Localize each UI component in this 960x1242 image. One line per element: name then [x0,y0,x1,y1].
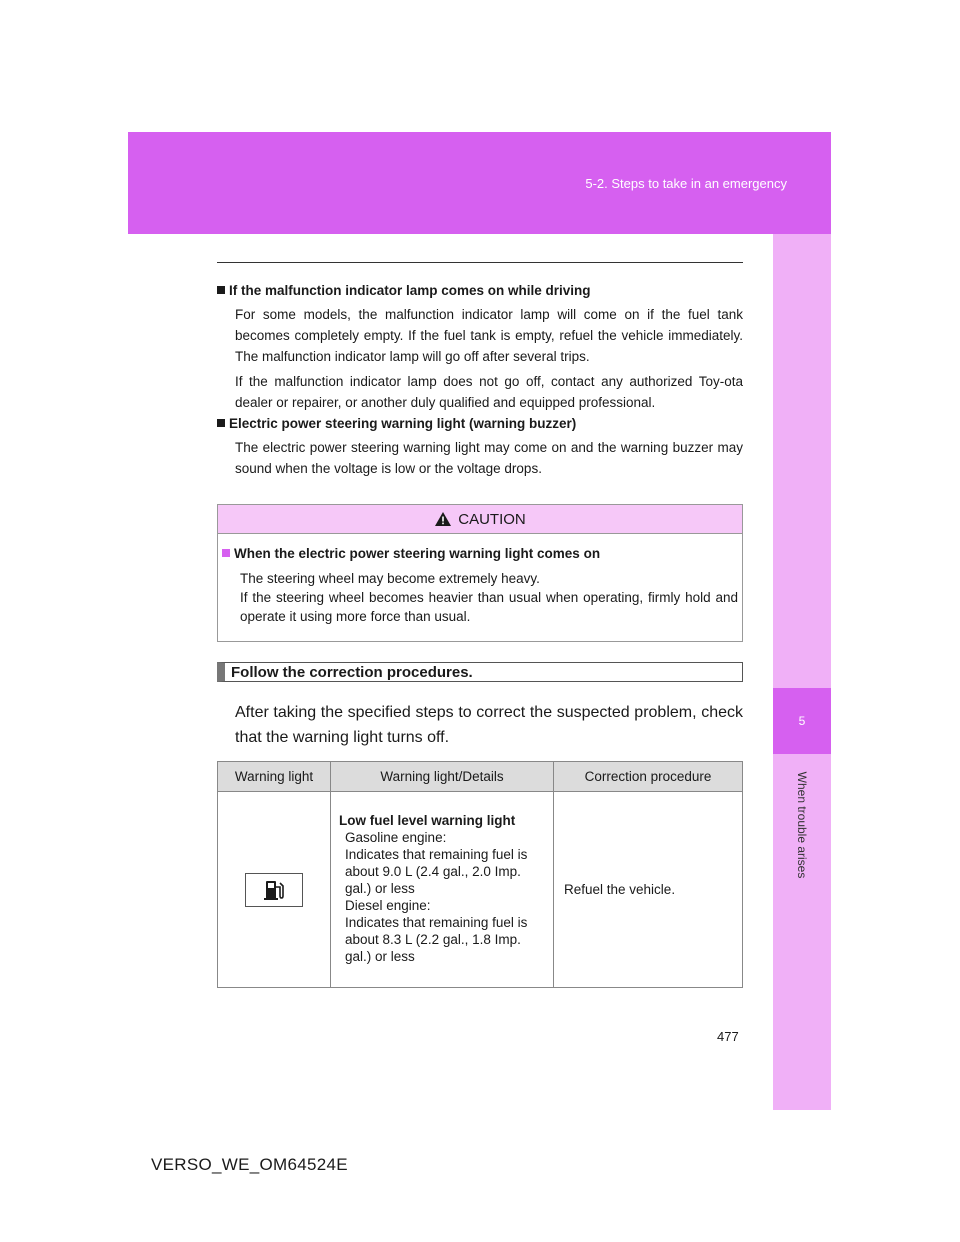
warning-triangle-icon [434,511,452,527]
note-heading: If the malfunction indicator lamp comes on while driving [217,281,743,300]
column-header: Warning light [218,762,331,792]
column-header: Correction procedure [554,762,743,792]
details-cell [331,792,554,988]
chapter-label [775,760,829,890]
table-row [218,792,743,988]
section-breadcrumb: 5-2. Steps to take in an emergency [585,176,787,191]
table-header-row [218,762,743,792]
gasoline-text: Indicates that remaining fuel is about 9.0 L (2.4 gal., 2.0 Imp. gal.) or less [345,847,528,896]
diesel-text: Indicates that remaining fuel is about 8.3 L (2.2 gal., 1.8 Imp. gal.) or less [345,915,528,964]
top-divider [217,262,743,263]
square-bullet-icon [217,419,225,427]
section-title: Follow the correction procedures. [217,662,743,682]
note-heading: Electric power steering warning light (warning buzzer) [217,414,743,433]
note-power-steering [217,414,743,479]
column-header: Warning light/Details [331,762,554,792]
section-intro: After taking the specified steps to correct the suspected problem, check that the warning light turns off. [235,704,743,746]
warning-light-table [217,761,743,988]
caution-title: CAUTION [458,510,526,528]
fuel-pump-icon [245,873,303,907]
caution-header [218,505,742,534]
side-tab [773,234,831,1110]
note-paragraph: The electric power steering warning light may come on and the warning buzzer may sound when the voltage is low or the voltage drops. [235,440,743,476]
caution-box [217,504,743,642]
square-bullet-icon [222,549,230,557]
note-malfunction-lamp [217,281,743,413]
chapter-tab[interactable] [773,688,831,754]
document-code: VERSO_WE_OM64524E [151,1155,348,1174]
correction-cell: Refuel the vehicle. [554,792,743,988]
warning-light-cell [218,792,331,988]
warning-light-name: Low fuel level warning light [339,813,516,828]
square-bullet-icon [217,286,225,294]
page-number: 477 [717,1029,739,1044]
chapter-number: 5 [798,714,806,728]
diesel-label: Diesel engine: [345,898,431,913]
note-paragraph: For some models, the malfunction indicator lamp will come on if the fuel tank becomes completely empty. If the fuel tank is empty, refuel the vehicle immediately. The malfunction indicator lamp will go off after several trips. [235,307,743,364]
caution-heading: When the electric power steering warning light comes on [222,544,738,563]
gasoline-label: Gasoline engine: [345,830,447,845]
note-paragraph: If the malfunction indicator lamp does not go off, contact any authorized Toy-ota dealer or repairer, or another duly qualified and equipped professional. [235,374,743,410]
chapter-label-text: When trouble arises [795,771,809,879]
caution-text: The steering wheel may become extremely heavy. If the steering wheel becomes heavier than usual when operating, firmly hold and operate it using more force than usual. [240,571,738,624]
caution-body [218,534,742,626]
header-band [128,132,831,234]
